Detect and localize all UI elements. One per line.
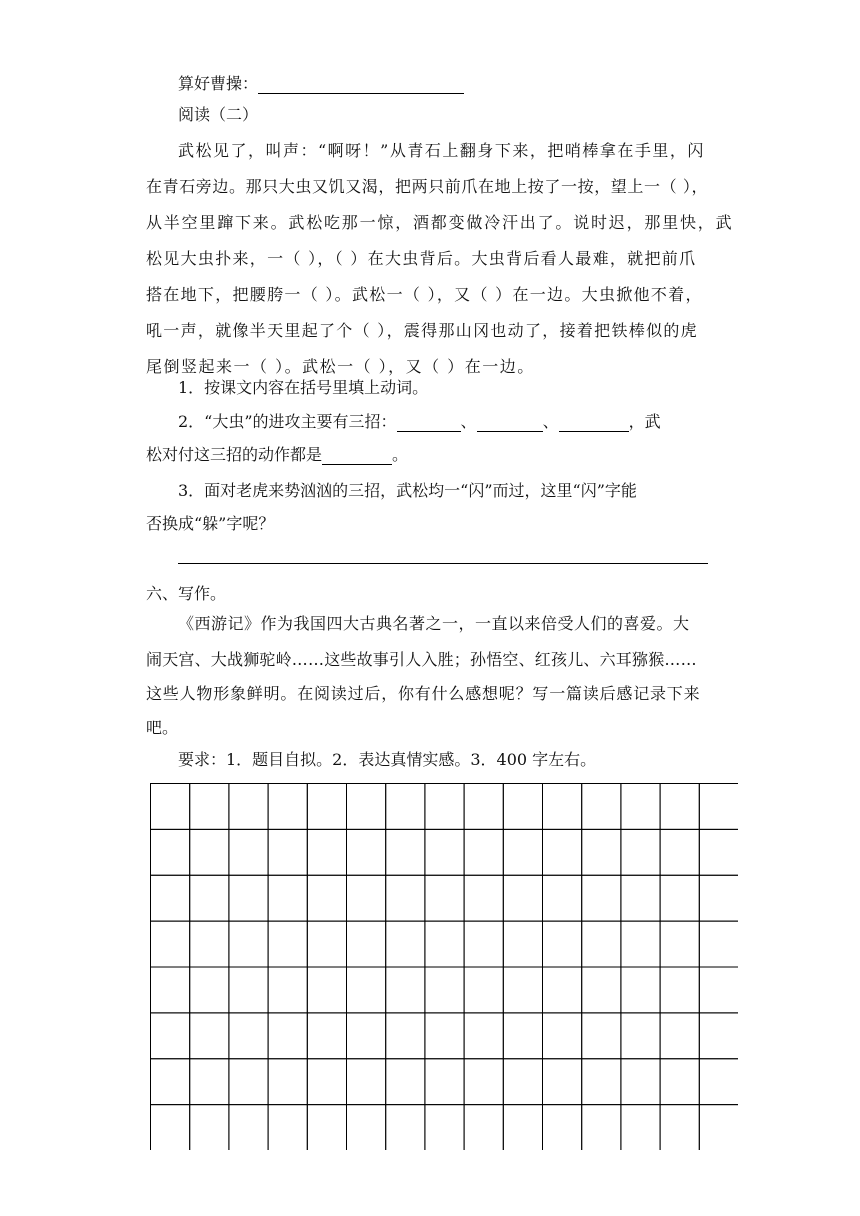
grid-cell[interactable] (543, 875, 582, 921)
grid-cell[interactable] (190, 875, 229, 921)
question-3-line-2: 否换成“躲”字呢？ (146, 514, 275, 533)
grid-cell[interactable] (621, 1059, 660, 1105)
grid-cell[interactable] (307, 829, 346, 875)
grid-cell[interactable] (699, 1105, 738, 1150)
grid-cell[interactable] (699, 967, 738, 1013)
writing-grid[interactable] (150, 783, 738, 1150)
caocao-answer-line (178, 74, 464, 94)
grid-cell[interactable] (190, 1105, 229, 1150)
writing-prompt-line: 《西游记》作为我国四大古典名著之一，一直以来倍受人们的喜爱。大 (178, 614, 690, 633)
grid-cell[interactable] (543, 829, 582, 875)
separator: 、 (460, 412, 477, 431)
grid-cell[interactable] (229, 875, 268, 921)
grid-cell[interactable] (464, 921, 503, 967)
passage-line: 尾倒竖起来一（ ）。武松一（ ），又（ ）在一边。 (146, 357, 535, 376)
question-3-line-1: 3．面对老虎来势汹汹的三招，武松均一“闪”而过，这里“闪”字能 (178, 481, 637, 500)
grid-cell[interactable] (464, 784, 503, 830)
grid-cell[interactable] (503, 875, 542, 921)
grid-cell[interactable] (386, 784, 425, 830)
grid-cell[interactable] (229, 784, 268, 830)
grid-cell[interactable] (582, 829, 621, 875)
grid-cell[interactable] (386, 1059, 425, 1105)
grid-cell[interactable] (307, 1105, 346, 1150)
grid-cell[interactable] (229, 829, 268, 875)
grid-cell[interactable] (621, 1013, 660, 1059)
separator: 、 (542, 412, 559, 431)
grid-cell[interactable] (229, 1059, 268, 1105)
grid-cell[interactable] (621, 1105, 660, 1150)
grid-cell[interactable] (660, 1105, 699, 1150)
grid-cell[interactable] (425, 784, 464, 830)
action-blank[interactable] (322, 448, 392, 465)
grid-cell[interactable] (543, 967, 582, 1013)
grid-cell[interactable] (307, 1013, 346, 1059)
grid-cell[interactable] (347, 921, 386, 967)
grid-cell[interactable] (425, 1105, 464, 1150)
grid-cell[interactable] (229, 921, 268, 967)
grid-cell[interactable] (582, 921, 621, 967)
grid-cell[interactable] (190, 967, 229, 1013)
grid-cell[interactable] (699, 784, 738, 830)
grid-cell[interactable] (386, 875, 425, 921)
grid-cell[interactable] (425, 967, 464, 1013)
grid-cell[interactable] (503, 829, 542, 875)
caocao-answer-blank[interactable] (258, 77, 464, 94)
grid-cell[interactable] (464, 1105, 503, 1150)
grid-cell[interactable] (699, 875, 738, 921)
writing-requirements: 要求：1．题目自拟。2．表达真情实感。3．400 字左右。 (178, 750, 597, 769)
grid-cell[interactable] (660, 875, 699, 921)
grid-cell[interactable] (307, 784, 346, 830)
grid-cell[interactable] (660, 829, 699, 875)
grid-cell[interactable] (268, 875, 307, 921)
grid-cell[interactable] (660, 967, 699, 1013)
grid-cell[interactable] (307, 1059, 346, 1105)
writing-prompt-line: 闹天宫、大战狮驼岭……这些故事引人入胜；孙悟空、红孩儿、六耳猕猴…… (146, 650, 697, 669)
grid-cell[interactable] (347, 875, 386, 921)
grid-cell[interactable] (151, 1013, 190, 1059)
grid-cell[interactable] (268, 784, 307, 830)
grid-cell[interactable] (464, 1013, 503, 1059)
grid-cell[interactable] (151, 784, 190, 830)
grid-cell[interactable] (543, 921, 582, 967)
grid-cell[interactable] (425, 1013, 464, 1059)
grid-cell[interactable] (151, 1105, 190, 1150)
grid-cell[interactable] (660, 784, 699, 830)
grid-cell[interactable] (464, 967, 503, 1013)
passage-line: 吼一声，就像半天里起了个（ ），震得那山冈也动了，接着把铁棒似的虎 (146, 321, 698, 340)
caocao-label: 算好曹操： (178, 74, 259, 93)
grid-cell[interactable] (307, 967, 346, 1013)
grid-cell[interactable] (582, 875, 621, 921)
grid-cell[interactable] (190, 1013, 229, 1059)
grid-cell[interactable] (582, 1013, 621, 1059)
grid-cell[interactable] (464, 875, 503, 921)
grid-cell[interactable] (621, 921, 660, 967)
grid-cell[interactable] (229, 1013, 268, 1059)
grid-cell[interactable] (621, 967, 660, 1013)
grid-cell[interactable] (347, 1059, 386, 1105)
passage-line: 搭在地下，把腰胯一（ ）。武松一（ ），又（ ）在一边。大虫掀他不着， (146, 285, 703, 304)
passage-line: 在青石旁边。那只大虫又饥又渴，把两只前爪在地上按了一按，望上一（ ）， (146, 177, 709, 196)
grid-cell[interactable] (347, 1013, 386, 1059)
period: 。 (392, 445, 409, 464)
grid-cell[interactable] (464, 829, 503, 875)
grid-cell[interactable] (425, 921, 464, 967)
writing-prompt-line: 这些人物形象鲜明。在阅读过后，你有什么感想呢？写一篇读后感记录下来 (146, 684, 701, 703)
grid-cell[interactable] (503, 1013, 542, 1059)
question-2-line-2 (146, 445, 408, 465)
grid-cell[interactable] (699, 1059, 738, 1105)
writing-prompt-line: 吧。 (146, 718, 179, 737)
grid-cell[interactable] (582, 1105, 621, 1150)
grid-cell[interactable] (151, 967, 190, 1013)
grid-cell[interactable] (386, 829, 425, 875)
grid-cell[interactable] (347, 967, 386, 1013)
question-2-text: 2．“大虫”的进攻主要有三招： (178, 412, 397, 431)
attack-2-blank[interactable] (477, 415, 543, 432)
grid-cell[interactable] (386, 967, 425, 1013)
grid-cell[interactable] (425, 829, 464, 875)
grid-cell[interactable] (190, 829, 229, 875)
question-2-line-1 (178, 412, 661, 432)
grid-cell[interactable] (190, 784, 229, 830)
grid-cell[interactable] (699, 829, 738, 875)
grid-cell[interactable] (151, 875, 190, 921)
grid-cell[interactable] (190, 1059, 229, 1105)
grid-cell[interactable] (660, 1013, 699, 1059)
reading2-heading: 阅读（二） (178, 105, 259, 124)
grid-cell[interactable] (268, 1105, 307, 1150)
grid-cell[interactable] (307, 875, 346, 921)
passage-line: 武松见了，叫声：“啊呀！”从青石上翻身下来，把哨棒拿在手里，闪 (178, 141, 705, 160)
grid-cell[interactable] (268, 829, 307, 875)
separator: ，武 (628, 412, 661, 431)
grid-cell[interactable] (268, 921, 307, 967)
grid-cell[interactable] (543, 1013, 582, 1059)
section-6-heading: 六、写作。 (146, 584, 227, 603)
question-1: 1．按课文内容在括号里填上动词。 (178, 378, 429, 397)
grid-cell[interactable] (503, 1059, 542, 1105)
grid-cell[interactable] (190, 921, 229, 967)
grid-cell[interactable] (582, 784, 621, 830)
question-3-answer-line[interactable] (178, 563, 708, 564)
attack-3-blank[interactable] (559, 415, 629, 432)
passage-line: 从半空里蹿下来。武松吃那一惊，酒都变做冷汗出了。说时迟，那里快，武 (146, 213, 734, 232)
grid-cell[interactable] (268, 1059, 307, 1105)
grid-cell[interactable] (268, 967, 307, 1013)
grid-cell[interactable] (699, 1013, 738, 1059)
grid-cell[interactable] (503, 921, 542, 967)
grid-cell[interactable] (699, 921, 738, 967)
question-2-text: 松对付这三招的动作都是 (146, 445, 323, 464)
grid-cell[interactable] (229, 1105, 268, 1150)
grid-cell[interactable] (229, 967, 268, 1013)
grid-cell[interactable] (386, 921, 425, 967)
grid-cell[interactable] (425, 1059, 464, 1105)
grid-cell[interactable] (582, 1059, 621, 1105)
grid-cell[interactable] (151, 829, 190, 875)
grid-cell[interactable] (347, 829, 386, 875)
grid-cell[interactable] (543, 784, 582, 830)
grid-cell[interactable] (660, 1059, 699, 1105)
grid-cell[interactable] (347, 784, 386, 830)
grid-cell[interactable] (347, 1105, 386, 1150)
grid-cell[interactable] (621, 784, 660, 830)
grid-cell[interactable] (582, 967, 621, 1013)
grid-cell[interactable] (621, 829, 660, 875)
passage-line: 松见大虫扑来，一（ ），（ ）在大虫背后。大虫背后看人最难，就把前爪 (146, 249, 697, 268)
grid-cell[interactable] (660, 921, 699, 967)
grid-cell[interactable] (151, 921, 190, 967)
grid-cell[interactable] (503, 784, 542, 830)
grid-cell[interactable] (621, 875, 660, 921)
grid-cell[interactable] (543, 1059, 582, 1105)
grid-cell[interactable] (307, 921, 346, 967)
grid-cell[interactable] (503, 1105, 542, 1150)
attack-1-blank[interactable] (397, 415, 461, 432)
grid-cell[interactable] (464, 1059, 503, 1105)
grid-cell[interactable] (386, 1105, 425, 1150)
grid-cell[interactable] (268, 1013, 307, 1059)
grid-cell[interactable] (503, 967, 542, 1013)
grid-cell[interactable] (425, 875, 464, 921)
grid-cell[interactable] (151, 1059, 190, 1105)
grid-cell[interactable] (543, 1105, 582, 1150)
grid-cell[interactable] (386, 1013, 425, 1059)
